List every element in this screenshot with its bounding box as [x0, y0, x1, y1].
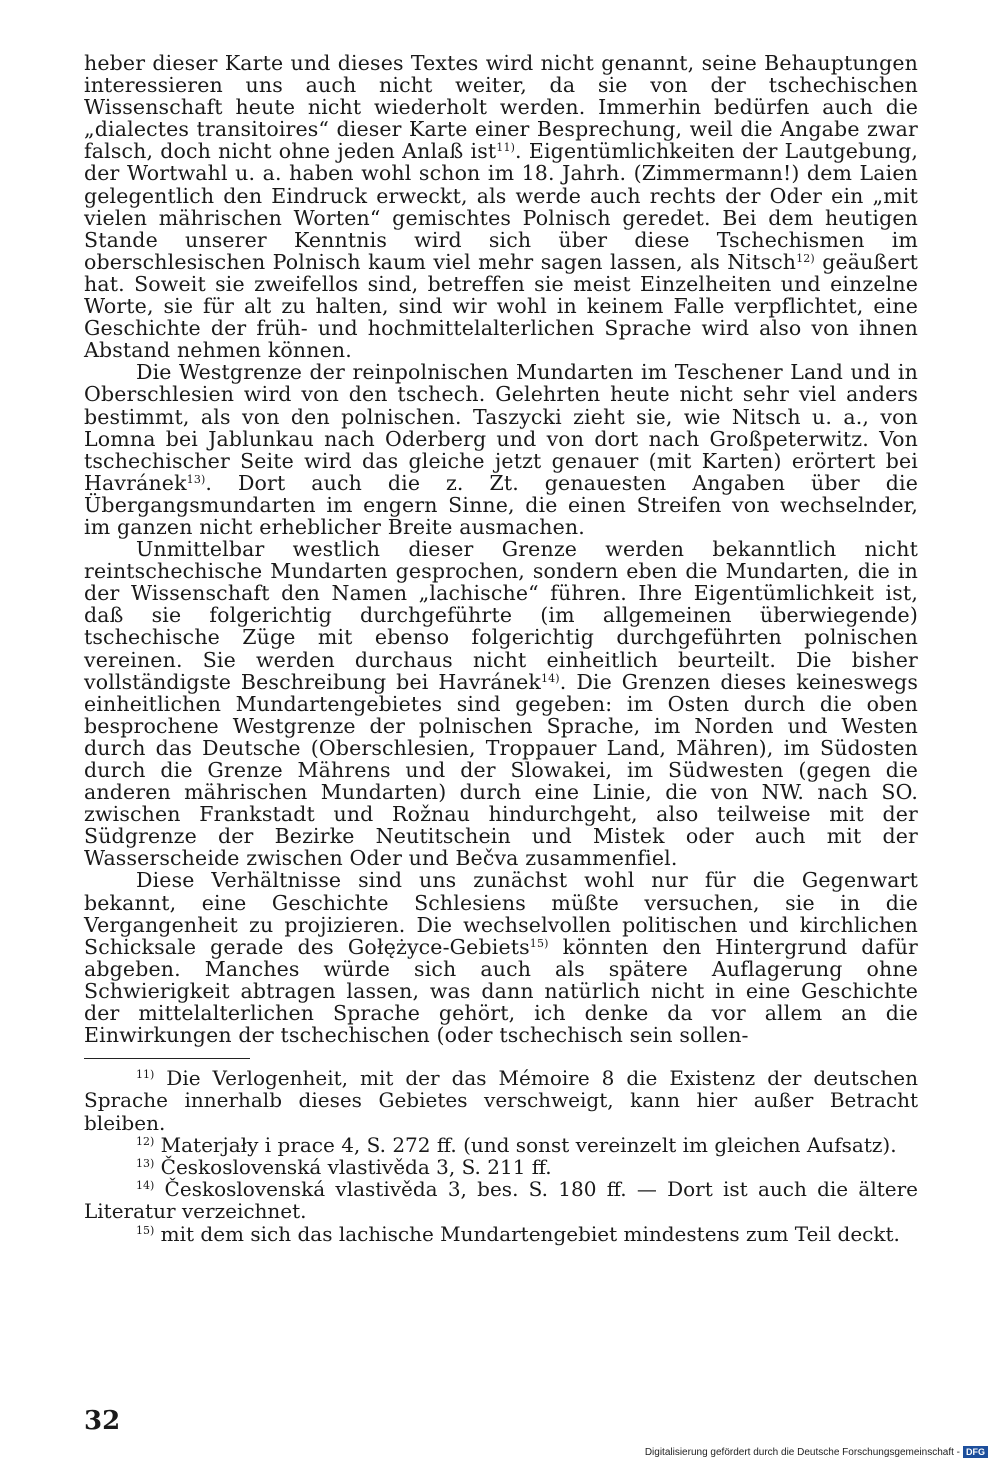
- footer-text: Digitalisierung gefördert durch die Deutsche Forschungsgemeinschaft -: [644, 1446, 960, 1458]
- footnote-divider: [84, 1058, 250, 1059]
- footnote-ref: 12): [796, 251, 815, 265]
- paragraph-1: [84, 52, 918, 361]
- footnote-ref: 13): [186, 472, 206, 486]
- paragraph-2: [84, 361, 918, 538]
- text-run: . Dort auch die z. Zt. genauesten Angaben über die Übergangsmundarten im engern Sinne, die einen Streifen von wechselnder, im ganzen nicht erheblicher Breite ausmachen.: [84, 470, 918, 539]
- text-run: Diese Verhältnisse sind uns zunächst wohl nur für die Gegenwart bekannt, eine Geschichte Schlesiens müßte versuchen, sie in die Vergangenheit zu projizieren. Die wechselvollen politischen und kirchlichen Schicksale gerade des Gołężyce-Gebiets: [84, 868, 918, 959]
- footnote-ref: 11): [496, 141, 516, 155]
- text-run: heber dieser Karte und dieses Textes wird nicht genannt, seine Behauptungen interessieren uns auch nicht weiter, da sie von der tschechischen Wissenschaft heute nicht wiederholt werden. Immerhin bedürfen auch die „dialectes transitoires“ dieser Karte einer Besprechung, weil die Angabe zwar falsch, doch nicht ohne jeden Anlaß ist: [84, 51, 918, 164]
- footnote-text: Materjały i prace 4, S. 272 ff. (und sonst vereinzelt im gleichen Aufsatz).: [154, 1132, 897, 1157]
- footnote-12: [84, 1134, 918, 1156]
- footnote-13: [84, 1156, 918, 1178]
- footnote-15: [84, 1223, 918, 1245]
- footnote-mark: 14): [136, 1179, 155, 1193]
- text-run: . Eigentümlichkeiten der Lautgebung, der Wortwahl u. a. haben wohl schon im 18. Jahrh. (Zimmermann!) dem Laien gelegentlich den Eindruck erweckt, als werde auch rechts der Oder ein „mit vielen mährischen Worten“ gemischtes Polnisch geredet. Bei dem heutigen Stande unserer Kenntnis wird sich über diese Tschechismen im oberschlesischen Polnisch kaum viel mehr sagen lassen, als Nitsch: [84, 139, 919, 274]
- page-content: [84, 52, 918, 1245]
- dfg-logo-icon: DFG: [963, 1446, 988, 1458]
- paragraph-3: [84, 538, 918, 869]
- footnote-11: [84, 1067, 918, 1134]
- footnote-text: mit dem sich das lachische Mundartengebiet mindestens zum Teil deckt.: [154, 1221, 900, 1246]
- text-run: Die Westgrenze der reinpolnischen Mundarten im Teschener Land und in Oberschlesien wird von den tschech. Gelehrten heute nicht sehr viel anders bestimmt, als von den polnischen. Taszycki zieht sie, wie Nitsch u. a., von Lomna bei Jablunkau nach Oderberg und von dort nach Großpeterwitz. Von tschechischer Seite wird das gleiche jetzt genauer (mit Karten) erörtert bei Havránek: [84, 360, 918, 495]
- footnote-ref: 15): [529, 936, 549, 950]
- page-number: 32: [84, 1406, 121, 1436]
- footnote-mark: 11): [136, 1068, 155, 1082]
- footnote-ref: 14): [541, 671, 560, 685]
- text-run: Unmittelbar westlich dieser Grenze werden bekanntlich nicht reintschechische Mundarten gesprochen, sondern eben die Mundarten, die in der Wissenschaft den Namen „lachische“ führen. Ihre Eigentümlichkeit ist, daß sie folgerichtig durchgeführte (im allgemeinen überwiegende) tschechische Züge mit ebenso folgerichtig durchgeführten polnischen vereinen. Sie werden durchaus nicht einheitlich beurteilt. Die bisher vollständigste Beschreibung bei Havránek: [84, 537, 918, 694]
- text-run: . Die Grenzen dieses keineswegs einheitlichen Mundartengebietes sind gegeben: im Osten durch die oben besprochene Westgrenze der polnischen Sprache, im Norden und Westen durch das Deutsche (Oberschlesien, Troppauer Land, Mähren), im Südosten durch die Grenze Mährens und der Slowakei, im Südwesten (gegen die anderen mährischen Mundarten) durch eine Linie, die von NW. nach SO. zwischen Frankstadt und Rožnau hindurchgeht, also teilweise mit der Südgrenze der Bezirke Neutitschein und Mistek oder auch mit der Wasserscheide zwischen Oder und Bečva zusammenfiel.: [84, 669, 918, 871]
- footnote-mark: 13): [136, 1157, 155, 1171]
- footnote-text: Die Verlogenheit, mit der das Mémoire 8 die Existenz der deutschen Sprache innerhalb dieses Gebietes verschweigt, kann hier außer Betracht bleiben.: [84, 1066, 918, 1135]
- text-run: geäußert hat. Soweit sie zweifellos sind, betreffen sie meist Einzelheiten und einzelne Worte, sie für alt zu halten, sind wir wohl in keinem Falle verpflichtet, eine Geschichte der früh- und hochmittelalterlichen Sprache wird also von ihnen Abstand nehmen können.: [84, 249, 918, 363]
- footnote-14: [84, 1178, 918, 1222]
- digitization-footer: [645, 1446, 988, 1458]
- text-run: könnten den Hintergrund dafür abgeben. Manches würde sich auch als spätere Auflagerung ohne Schwierigkeit abtragen lassen, was dann natürlich nicht in eine Geschichte der mittelalterlichen Sprache gehört, ich denke da vor allem an die Einwirkungen der tschechischen (oder tschechisch sein sollen-: [84, 934, 918, 1048]
- footnote-mark: 12): [136, 1134, 155, 1148]
- paragraph-4: [84, 869, 918, 1046]
- footnote-text: Československá vlastivěda 3, bes. S. 180 ff. — Dort ist auch die ältere Literatur verzeichnet.: [84, 1177, 918, 1224]
- footnote-mark: 15): [136, 1223, 155, 1237]
- footnote-text: Československá vlastivěda 3, S. 211 ff.: [154, 1155, 552, 1180]
